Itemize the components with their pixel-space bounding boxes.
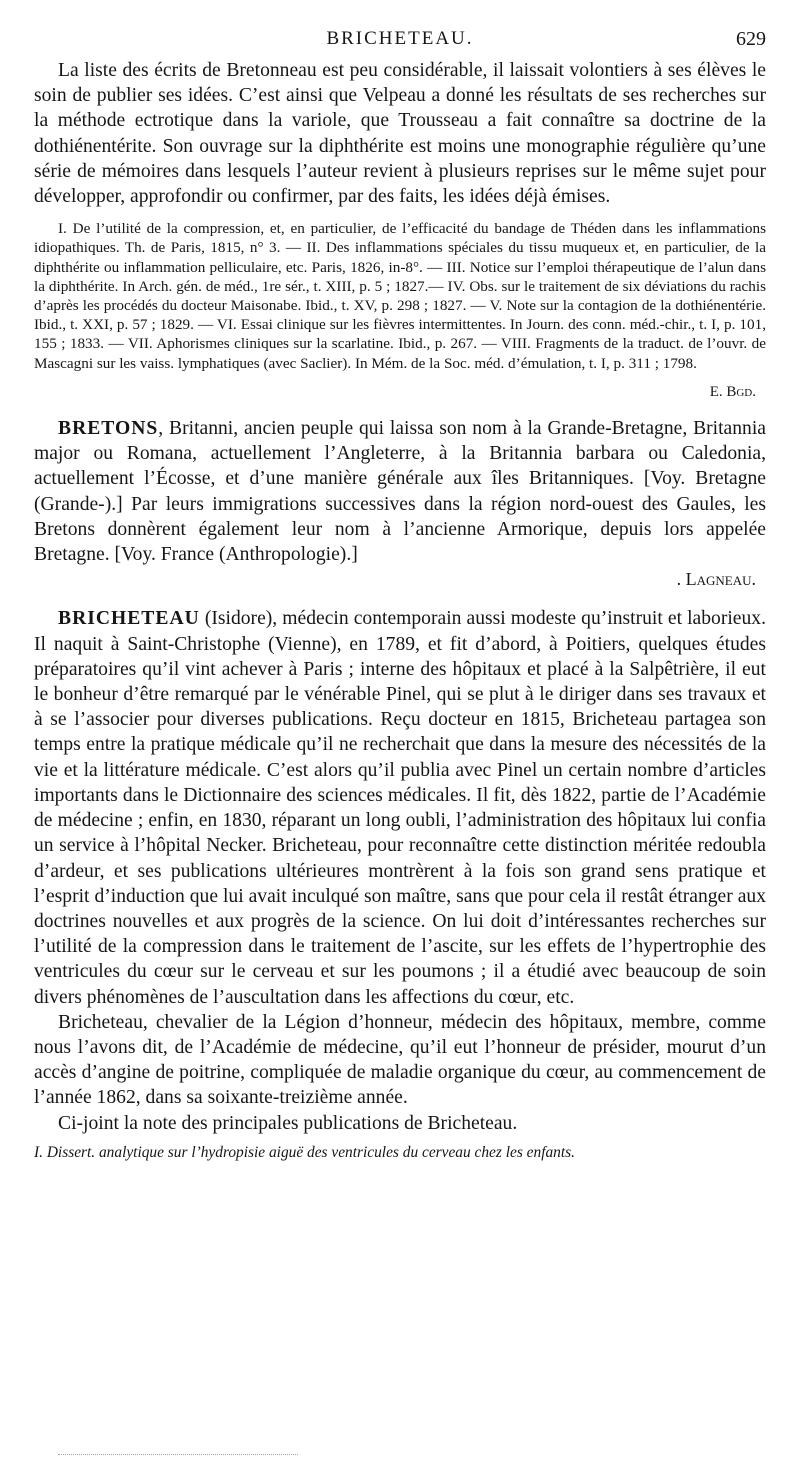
bretons-signature: . Lagneau.	[676, 569, 756, 590]
page-number: 629	[736, 28, 766, 50]
bretons-paragraph	[34, 416, 766, 567]
entry-bricheteau	[34, 606, 766, 1161]
page-header	[34, 24, 766, 58]
running-head: BRICHETEAU.	[326, 28, 474, 49]
headword: BRICHETEAU	[58, 608, 200, 630]
headword: BRETONS	[58, 418, 159, 440]
bretons-text: , Britanni, ancien peuple qui laissa son nom à la Grande-Bretagne, Britannia major ou Romana, actuellement l’Angleterre, à la Britannia barbara ou Caledonia, actuellement l’Écosse, et d’une manière générale aux îles Britanniques. [Voy. Bretagne (Grande-).] Par leurs immigrations successives dans la région nord-ouest des Gaules, les Bretons donnèrent également leur nom à l’ancienne Armorique, depuis lors appelée Bretagne. [Voy. France (Anthropologie).]	[34, 418, 766, 566]
bricheteau-note-1: I. Dissert. analytique sur l’hydropisie aiguë des ventricules du cerveau chez les enfants.	[34, 1143, 575, 1161]
bretonneau-paragraph: La liste des écrits de Bretonneau est peu considérable, il laissait volontiers à ses élèves le soin de publier ses idées. C’est ainsi que Velpeau a donné les résultats de ses recherches sur la méthode ectrotique dans la variole, que Trousseau a fait connaître sa doctrine de la dothiénentérite. Son ouvrage sur la diphthérite est moins une monographie régulière qu’une série de mémoires dans lesquels l’auteur revient à plusieurs reprises sur le même sujet pour développer, approfondir ou confirmer, par des faits, les idées déjà émises.	[34, 60, 766, 208]
page	[34, 24, 766, 1162]
bretonneau-signature: E. Bgd.	[709, 383, 756, 400]
bricheteau-paragraph-3: Ci-joint la note des principales publications de Bricheteau.	[58, 1112, 518, 1134]
scan-smudge	[58, 1454, 298, 1457]
bretonneau-bibliography: I. De l’utilité de la compression, et, en particulier, de l’efficacité du bandage de Théden dans les inflammations idiopathiques. Th. de Paris, 1815, n° 3. — II. Des inflammations spéciales du tissu muqueux et, en particulier, de la diphthérite ou inflammation pelliculaire, etc. Paris, 1826, in-8°. — III. Notice sur l’emploi thérapeutique de l’alun dans la diphthérite. In Arch. gén. de méd., 1re sér., t. XIII, p. 5 ; 1827.— IV. Obs. sur le traitement de six déviations du rachis d’après les procédés du docteur Maisonabe. Ibid., t. XV, p. 298 ; 1827. — V. Note sur la contagion de la dothiénentérie. Ibid., t. XXI, p. 57 ; 1829. — VI. Essai clinique sur les fièvres intermittentes. In Journ. des conn. méd.-chir., t. I, p. 101, 155 ; 1833. — VII. Aphorismes cliniques sur la scarlatine. Ibid., p. 267. — VIII. Fragments de la traduct. de l’ouvr. de Mascagni sur les vaiss. lymphatiques (avec Saclier). In Mém. de la Soc. méd. d’émulation, t. I, p. 311 ; 1798.	[34, 220, 766, 372]
bricheteau-text-1: (Isidore), médecin contemporain aussi modeste qu’instruit et laborieux. Il naquit à Saint-Christophe (Vienne), en 1789, et fit d’abord, à Poitiers, quelques études préparatoires qu’il vint achever à Paris ; interne des hôpitaux et placé à la Salpêtrière, il eut le bonheur d’être remarqué par le vénérable Pinel, qui se plut à le diriger dans ses travaux et à se l’associer pour diverses publications. Reçu docteur en 1815, Bricheteau partagea son temps entre la pratique médicale qu’il ne recherchait que dans la mesure des nécessités de la vie et la littérature médicale. C’est alors qu’il publia avec Pinel un certain nombre d’articles importants dans le Dictionnaire des sciences médicales. Il fit, dès 1822, partie de l’Académie de médecine ; enfin, en 1830, réparant un long oubli, l’administration des hôpitaux lui confia un service à l’hôpital Necker. Bricheteau, pour reconnaître cette distinction méritée redoubla d’ardeur, et ses publications ultérieures montrèrent à la fois son grand sens pratique et l’esprit d’induction que lui avait inculqué son maître, sans que pour cela il restât étranger aux doctrines nouvelles et aux progrès de la science. On lui doit d’intéressantes recherches sur l’utilité de la compression dans le traitement de l’ascite, sur les effets de l’hypertrophie des ventricules du cœur sur le cerveau et sur les poumons ; il a étudié avec beaucoup de soin divers phénomènes de l’auscultation dans les affections du cœur, etc.	[34, 608, 766, 1008]
bricheteau-paragraph-1	[34, 606, 766, 1009]
entry-bretons	[34, 416, 766, 592]
bricheteau-paragraph-2: Bricheteau, chevalier de la Légion d’honneur, médecin des hôpitaux, membre, comme nous l’avons dit, de l’Académie de médecine, qu’il eut l’honneur de présider, mourut d’un accès d’angine de poitrine, compliquée de maladie organique du cœur, au commencement de l’année 1862, dans sa soixante-treizième année.	[34, 1011, 766, 1109]
